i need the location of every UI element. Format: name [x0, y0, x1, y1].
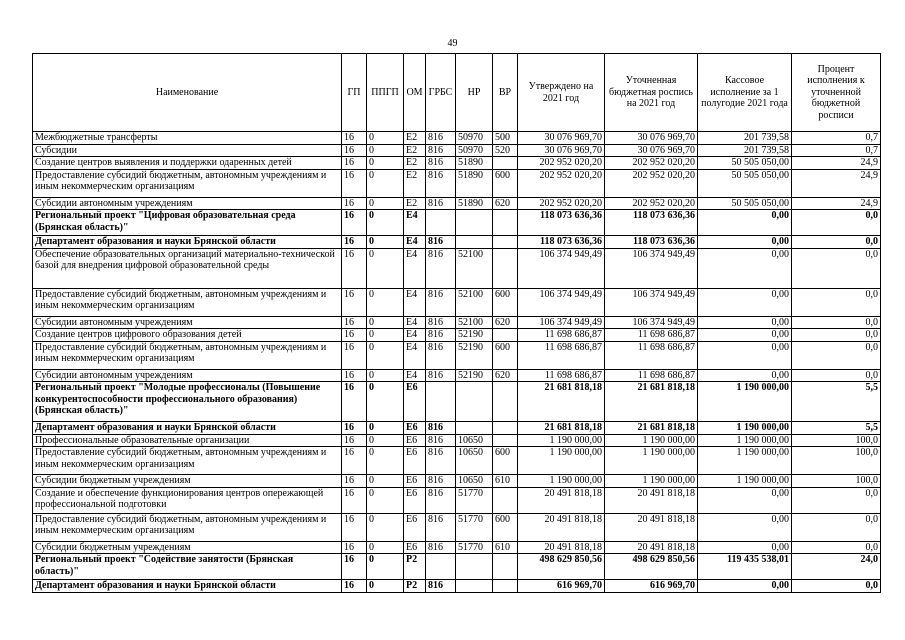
cell-gp: 16 — [342, 475, 367, 488]
cell-grbs: 816 — [426, 197, 456, 210]
cell-name: Предоставление субсидий бюджетным, автономным учреждениям и иным некоммерческим организациям — [33, 169, 342, 197]
table-row — [33, 554, 881, 580]
header-grbs: ГРБС — [426, 54, 456, 132]
table-row — [33, 487, 881, 513]
header-name: Наименование — [33, 54, 342, 132]
cell-ppgp: 0 — [367, 316, 404, 329]
cell-gp: 16 — [342, 487, 367, 513]
cell-nr — [456, 554, 493, 580]
cell-nr: 51770 — [456, 487, 493, 513]
cell-percent: 24,9 — [792, 197, 881, 210]
table-row — [33, 513, 881, 541]
table-row — [33, 422, 881, 435]
cell-vr: 520 — [493, 144, 518, 157]
cell-name: Субсидии бюджетным учреждениям — [33, 541, 342, 554]
cell-percent: 0,0 — [792, 248, 881, 288]
cell-name: Предоставление субсидий бюджетным, автономным учреждениям и иным некоммерческим организациям — [33, 288, 342, 316]
table-body — [33, 132, 881, 593]
cell-cash-execution: 119 435 538,01 — [698, 554, 792, 580]
cell-clarified: 118 073 636,36 — [605, 210, 698, 236]
cell-approved: 20 491 818,18 — [518, 541, 605, 554]
header-ppgp: ППГП — [367, 54, 404, 132]
cell-om: E4 — [404, 248, 426, 288]
cell-percent: 0,0 — [792, 487, 881, 513]
cell-nr: 52190 — [456, 369, 493, 382]
cell-gp: 16 — [342, 369, 367, 382]
cell-approved: 30 076 969,70 — [518, 132, 605, 145]
cell-percent: 0,0 — [792, 288, 881, 316]
table-row — [33, 157, 881, 170]
cell-approved: 1 190 000,00 — [518, 447, 605, 475]
cell-om: E6 — [404, 513, 426, 541]
cell-ppgp: 0 — [367, 447, 404, 475]
cell-nr: 52190 — [456, 329, 493, 342]
cell-grbs — [426, 554, 456, 580]
cell-ppgp: 0 — [367, 341, 404, 369]
cell-cash-execution: 50 505 050,00 — [698, 197, 792, 210]
cell-ppgp: 0 — [367, 197, 404, 210]
cell-om: E4 — [404, 341, 426, 369]
cell-grbs: 816 — [426, 329, 456, 342]
cell-ppgp: 0 — [367, 541, 404, 554]
cell-grbs: 816 — [426, 541, 456, 554]
header-percent: Процент исполнения к уточненной бюджетной росписи — [792, 54, 881, 132]
cell-vr: 620 — [493, 316, 518, 329]
cell-grbs: 816 — [426, 580, 456, 593]
cell-percent: 5,5 — [792, 382, 881, 422]
cell-vr: 600 — [493, 288, 518, 316]
cell-cash-execution: 1 190 000,00 — [698, 447, 792, 475]
cell-name: Предоставление субсидий бюджетным, автономным учреждениям и иным некоммерческим организациям — [33, 513, 342, 541]
cell-grbs: 816 — [426, 341, 456, 369]
cell-om: E4 — [404, 288, 426, 316]
cell-gp: 16 — [342, 197, 367, 210]
cell-gp: 16 — [342, 554, 367, 580]
table-row — [33, 169, 881, 197]
cell-om: E2 — [404, 197, 426, 210]
cell-ppgp: 0 — [367, 487, 404, 513]
cell-cash-execution: 0,00 — [698, 248, 792, 288]
cell-name: Обеспечение образовательных организаций материально-технической базой для внедрения цифровой образовательной среды — [33, 248, 342, 288]
cell-nr — [456, 580, 493, 593]
table-row — [33, 382, 881, 422]
cell-cash-execution: 1 190 000,00 — [698, 422, 792, 435]
cell-percent: 0,7 — [792, 144, 881, 157]
cell-approved: 106 374 949,49 — [518, 316, 605, 329]
table-row — [33, 132, 881, 145]
table-row — [33, 434, 881, 447]
cell-gp: 16 — [342, 329, 367, 342]
cell-ppgp: 0 — [367, 132, 404, 145]
cell-clarified: 498 629 850,56 — [605, 554, 698, 580]
cell-grbs — [426, 382, 456, 422]
cell-om: E2 — [404, 132, 426, 145]
cell-ppgp: 0 — [367, 434, 404, 447]
cell-ppgp: 0 — [367, 144, 404, 157]
cell-cash-execution: 0,00 — [698, 236, 792, 249]
cell-ppgp: 0 — [367, 369, 404, 382]
cell-clarified: 20 491 818,18 — [605, 513, 698, 541]
cell-ppgp: 0 — [367, 236, 404, 249]
cell-gp: 16 — [342, 434, 367, 447]
cell-nr: 10650 — [456, 434, 493, 447]
cell-ppgp: 0 — [367, 288, 404, 316]
cell-gp: 16 — [342, 316, 367, 329]
cell-grbs: 816 — [426, 434, 456, 447]
cell-vr: 600 — [493, 341, 518, 369]
cell-clarified: 202 952 020,20 — [605, 157, 698, 170]
cell-name: Департамент образования и науки Брянской области — [33, 580, 342, 593]
table-row — [33, 236, 881, 249]
cell-name: Предоставление субсидий бюджетным, автономным учреждениям и иным некоммерческим организациям — [33, 341, 342, 369]
cell-gp: 16 — [342, 382, 367, 422]
cell-vr — [493, 580, 518, 593]
cell-approved: 11 698 686,87 — [518, 369, 605, 382]
header-vr: ВР — [493, 54, 518, 132]
cell-percent: 0,0 — [792, 316, 881, 329]
cell-clarified: 1 190 000,00 — [605, 447, 698, 475]
cell-approved: 498 629 850,56 — [518, 554, 605, 580]
cell-cash-execution: 50 505 050,00 — [698, 157, 792, 170]
cell-vr: 600 — [493, 513, 518, 541]
cell-om: E6 — [404, 382, 426, 422]
cell-approved: 30 076 969,70 — [518, 144, 605, 157]
table-row — [33, 288, 881, 316]
cell-grbs: 816 — [426, 513, 456, 541]
table-row — [33, 341, 881, 369]
cell-om: E4 — [404, 369, 426, 382]
cell-clarified: 20 491 818,18 — [605, 541, 698, 554]
cell-name: Создание центров выявления и поддержки одаренных детей — [33, 157, 342, 170]
cell-cash-execution: 0,00 — [698, 329, 792, 342]
cell-approved: 616 969,70 — [518, 580, 605, 593]
cell-name: Профессиональные образовательные организации — [33, 434, 342, 447]
header-approved: Утверждено на 2021 год — [518, 54, 605, 132]
cell-gp: 16 — [342, 513, 367, 541]
cell-clarified: 11 698 686,87 — [605, 341, 698, 369]
cell-name: Региональный проект "Цифровая образовательная среда (Брянская область)" — [33, 210, 342, 236]
cell-gp: 16 — [342, 422, 367, 435]
cell-cash-execution: 201 739,58 — [698, 144, 792, 157]
cell-grbs: 816 — [426, 316, 456, 329]
cell-vr — [493, 422, 518, 435]
cell-cash-execution: 1 190 000,00 — [698, 434, 792, 447]
cell-approved: 11 698 686,87 — [518, 341, 605, 369]
cell-om: P2 — [404, 580, 426, 593]
cell-om: P2 — [404, 554, 426, 580]
cell-approved: 202 952 020,20 — [518, 197, 605, 210]
table-row — [33, 447, 881, 475]
cell-om: E6 — [404, 434, 426, 447]
cell-grbs — [426, 210, 456, 236]
cell-grbs: 816 — [426, 475, 456, 488]
cell-nr: 51890 — [456, 197, 493, 210]
cell-cash-execution: 1 190 000,00 — [698, 475, 792, 488]
header-clarified: Уточненная бюджетная роспись на 2021 год — [605, 54, 698, 132]
cell-approved: 20 491 818,18 — [518, 487, 605, 513]
cell-ppgp: 0 — [367, 210, 404, 236]
cell-grbs: 816 — [426, 422, 456, 435]
table-row — [33, 248, 881, 288]
cell-nr: 51770 — [456, 513, 493, 541]
cell-clarified: 106 374 949,49 — [605, 288, 698, 316]
cell-vr: 620 — [493, 197, 518, 210]
cell-om: E6 — [404, 487, 426, 513]
cell-gp: 16 — [342, 169, 367, 197]
cell-nr: 51890 — [456, 157, 493, 170]
cell-om: E6 — [404, 541, 426, 554]
table-row — [33, 316, 881, 329]
cell-nr — [456, 422, 493, 435]
cell-cash-execution: 0,00 — [698, 316, 792, 329]
cell-gp: 16 — [342, 541, 367, 554]
cell-clarified: 30 076 969,70 — [605, 132, 698, 145]
cell-approved: 20 491 818,18 — [518, 513, 605, 541]
cell-gp: 16 — [342, 236, 367, 249]
table-header-row — [33, 54, 881, 132]
cell-grbs: 816 — [426, 447, 456, 475]
cell-grbs: 816 — [426, 369, 456, 382]
cell-name: Субсидии — [33, 144, 342, 157]
cell-nr — [456, 382, 493, 422]
cell-percent: 5,5 — [792, 422, 881, 435]
cell-om: E6 — [404, 475, 426, 488]
cell-approved: 1 190 000,00 — [518, 434, 605, 447]
cell-ppgp: 0 — [367, 513, 404, 541]
cell-cash-execution: 0,00 — [698, 369, 792, 382]
table-row — [33, 541, 881, 554]
table-row — [33, 329, 881, 342]
cell-percent: 0,0 — [792, 329, 881, 342]
cell-name: Создание и обеспечение функционирования центров опережающей профессиональной подготовки — [33, 487, 342, 513]
cell-vr: 610 — [493, 541, 518, 554]
cell-ppgp: 0 — [367, 329, 404, 342]
cell-vr — [493, 236, 518, 249]
cell-vr: 610 — [493, 475, 518, 488]
cell-grbs: 816 — [426, 487, 456, 513]
cell-gp: 16 — [342, 248, 367, 288]
cell-ppgp: 0 — [367, 554, 404, 580]
budget-execution-table — [32, 53, 881, 593]
cell-grbs: 816 — [426, 236, 456, 249]
cell-nr: 52100 — [456, 248, 493, 288]
cell-nr: 10650 — [456, 475, 493, 488]
cell-vr — [493, 248, 518, 288]
cell-vr: 600 — [493, 447, 518, 475]
cell-grbs: 816 — [426, 157, 456, 170]
cell-approved: 118 073 636,36 — [518, 236, 605, 249]
cell-nr: 50970 — [456, 132, 493, 145]
table-row — [33, 197, 881, 210]
cell-cash-execution: 0,00 — [698, 513, 792, 541]
cell-name: Предоставление субсидий бюджетным, автономным учреждениям и иным некоммерческим организациям — [33, 447, 342, 475]
cell-clarified: 21 681 818,18 — [605, 382, 698, 422]
cell-vr: 500 — [493, 132, 518, 145]
cell-approved: 21 681 818,18 — [518, 382, 605, 422]
cell-nr: 10650 — [456, 447, 493, 475]
cell-name: Региональный проект "Молодые профессионалы (Повышение конкурентоспособности профессионального образования) (Брянская область)" — [33, 382, 342, 422]
header-cash-execution: Кассовое исполнение за 1 полугодие 2021 года — [698, 54, 792, 132]
cell-ppgp: 0 — [367, 157, 404, 170]
table-row — [33, 210, 881, 236]
cell-grbs: 816 — [426, 169, 456, 197]
cell-percent: 24,9 — [792, 157, 881, 170]
header-nr: НР — [456, 54, 493, 132]
cell-om: E2 — [404, 144, 426, 157]
cell-vr — [493, 329, 518, 342]
cell-approved: 106 374 949,49 — [518, 248, 605, 288]
header-gp: ГП — [342, 54, 367, 132]
cell-nr — [456, 236, 493, 249]
cell-name: Субсидии бюджетным учреждениям — [33, 475, 342, 488]
cell-nr: 52100 — [456, 316, 493, 329]
cell-ppgp: 0 — [367, 580, 404, 593]
cell-ppgp: 0 — [367, 475, 404, 488]
cell-gp: 16 — [342, 341, 367, 369]
cell-clarified: 106 374 949,49 — [605, 248, 698, 288]
page-number: 49 — [447, 38, 458, 49]
cell-ppgp: 0 — [367, 248, 404, 288]
cell-vr — [493, 157, 518, 170]
cell-approved: 118 073 636,36 — [518, 210, 605, 236]
cell-clarified: 616 969,70 — [605, 580, 698, 593]
table-row — [33, 580, 881, 593]
cell-ppgp: 0 — [367, 169, 404, 197]
cell-vr — [493, 554, 518, 580]
table-row — [33, 475, 881, 488]
cell-name: Создание центров цифрового образования детей — [33, 329, 342, 342]
cell-percent: 0,0 — [792, 341, 881, 369]
cell-gp: 16 — [342, 288, 367, 316]
cell-clarified: 11 698 686,87 — [605, 329, 698, 342]
cell-name: Субсидии автономным учреждениям — [33, 369, 342, 382]
cell-name: Субсидии автономным учреждениям — [33, 316, 342, 329]
cell-om: E2 — [404, 169, 426, 197]
cell-name: Региональный проект "Содействие занятости (Брянская область)" — [33, 554, 342, 580]
cell-cash-execution: 0,00 — [698, 288, 792, 316]
cell-clarified: 1 190 000,00 — [605, 475, 698, 488]
cell-percent: 100,0 — [792, 447, 881, 475]
cell-nr: 52190 — [456, 341, 493, 369]
cell-grbs: 816 — [426, 248, 456, 288]
cell-percent: 0,0 — [792, 369, 881, 382]
cell-percent: 24,9 — [792, 169, 881, 197]
cell-approved: 202 952 020,20 — [518, 169, 605, 197]
cell-nr — [456, 210, 493, 236]
cell-approved: 202 952 020,20 — [518, 157, 605, 170]
cell-percent: 0,0 — [792, 541, 881, 554]
cell-om: E4 — [404, 210, 426, 236]
cell-cash-execution: 0,00 — [698, 210, 792, 236]
cell-cash-execution: 0,00 — [698, 341, 792, 369]
cell-nr: 50970 — [456, 144, 493, 157]
cell-om: E4 — [404, 236, 426, 249]
cell-cash-execution: 1 190 000,00 — [698, 382, 792, 422]
table-row — [33, 144, 881, 157]
cell-clarified: 20 491 818,18 — [605, 487, 698, 513]
cell-percent: 0,0 — [792, 210, 881, 236]
cell-percent: 0,0 — [792, 513, 881, 541]
header-om: ОМ — [404, 54, 426, 132]
cell-cash-execution: 201 739,58 — [698, 132, 792, 145]
cell-cash-execution: 0,00 — [698, 541, 792, 554]
cell-clarified: 1 190 000,00 — [605, 434, 698, 447]
cell-gp: 16 — [342, 157, 367, 170]
cell-vr: 620 — [493, 369, 518, 382]
cell-vr — [493, 210, 518, 236]
cell-ppgp: 0 — [367, 422, 404, 435]
cell-vr — [493, 382, 518, 422]
table-row — [33, 369, 881, 382]
cell-clarified: 202 952 020,20 — [605, 197, 698, 210]
cell-percent: 100,0 — [792, 434, 881, 447]
cell-clarified: 11 698 686,87 — [605, 369, 698, 382]
cell-vr: 600 — [493, 169, 518, 197]
cell-name: Субсидии автономным учреждениям — [33, 197, 342, 210]
cell-name: Департамент образования и науки Брянской области — [33, 236, 342, 249]
cell-nr: 51890 — [456, 169, 493, 197]
cell-gp: 16 — [342, 447, 367, 475]
cell-clarified: 106 374 949,49 — [605, 316, 698, 329]
cell-cash-execution: 0,00 — [698, 580, 792, 593]
cell-grbs: 816 — [426, 132, 456, 145]
cell-gp: 16 — [342, 144, 367, 157]
cell-om: E6 — [404, 447, 426, 475]
cell-clarified: 118 073 636,36 — [605, 236, 698, 249]
cell-cash-execution: 0,00 — [698, 487, 792, 513]
cell-ppgp: 0 — [367, 382, 404, 422]
cell-percent: 0,7 — [792, 132, 881, 145]
cell-name: Департамент образования и науки Брянской области — [33, 422, 342, 435]
cell-percent: 0,0 — [792, 580, 881, 593]
cell-percent: 0,0 — [792, 236, 881, 249]
cell-vr — [493, 487, 518, 513]
cell-nr: 52100 — [456, 288, 493, 316]
cell-grbs: 816 — [426, 144, 456, 157]
cell-om: E4 — [404, 329, 426, 342]
cell-clarified: 30 076 969,70 — [605, 144, 698, 157]
cell-approved: 11 698 686,87 — [518, 329, 605, 342]
cell-gp: 16 — [342, 132, 367, 145]
cell-nr: 51770 — [456, 541, 493, 554]
cell-gp: 16 — [342, 210, 367, 236]
cell-name: Межбюджетные трансферты — [33, 132, 342, 145]
cell-om: E6 — [404, 422, 426, 435]
cell-approved: 21 681 818,18 — [518, 422, 605, 435]
cell-approved: 106 374 949,49 — [518, 288, 605, 316]
cell-percent: 100,0 — [792, 475, 881, 488]
cell-clarified: 202 952 020,20 — [605, 169, 698, 197]
cell-grbs: 816 — [426, 288, 456, 316]
cell-vr — [493, 434, 518, 447]
cell-clarified: 21 681 818,18 — [605, 422, 698, 435]
cell-approved: 1 190 000,00 — [518, 475, 605, 488]
cell-gp: 16 — [342, 580, 367, 593]
cell-om: E4 — [404, 316, 426, 329]
cell-percent: 24,0 — [792, 554, 881, 580]
cell-cash-execution: 50 505 050,00 — [698, 169, 792, 197]
cell-om: E2 — [404, 157, 426, 170]
